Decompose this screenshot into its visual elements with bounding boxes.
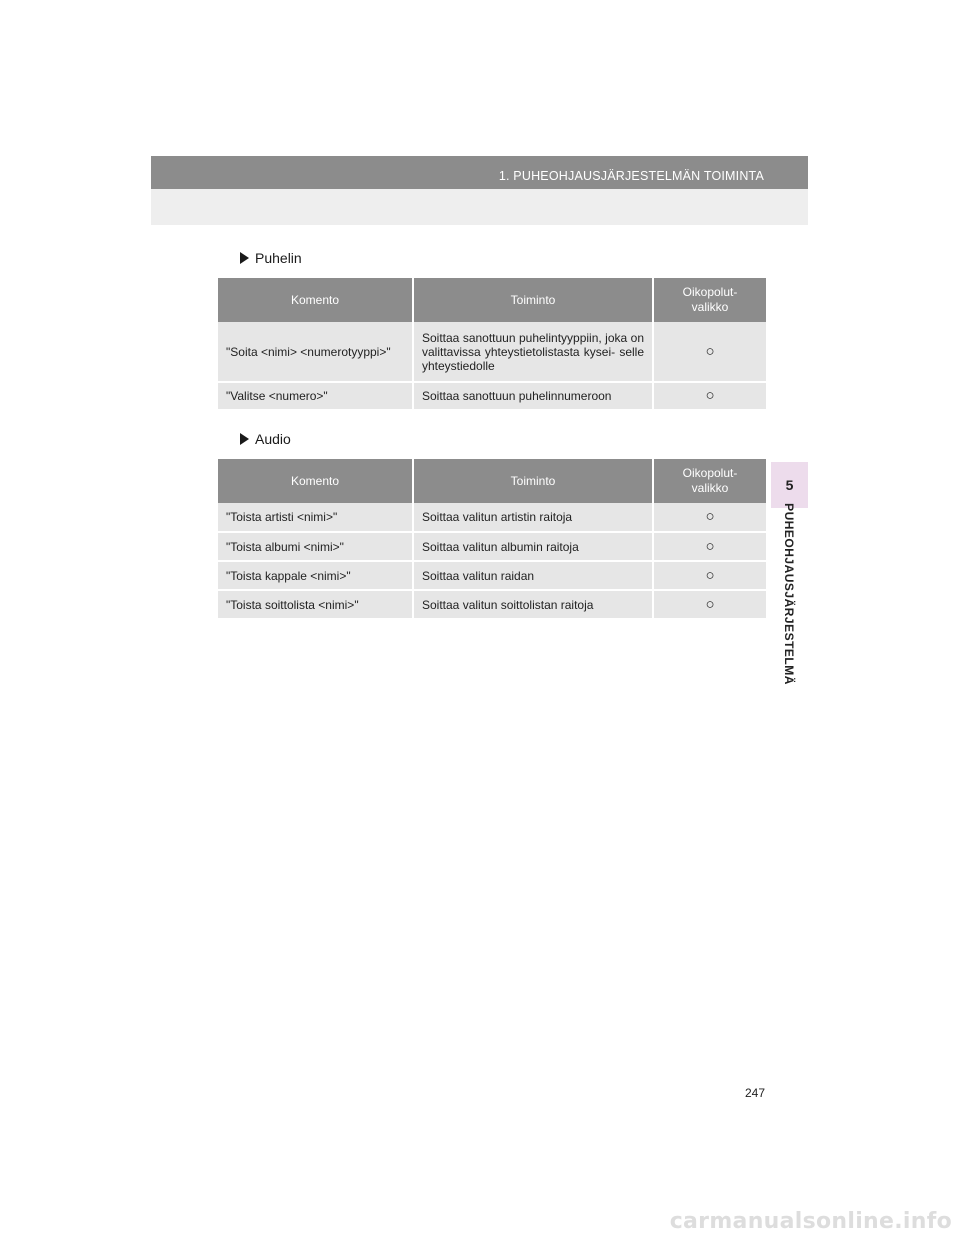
table-puhelin <box>218 278 766 411</box>
table-audio <box>218 459 766 620</box>
column-header-komento: Komento <box>218 278 413 322</box>
watermark: carmanualsonline.info <box>669 1209 952 1234</box>
command-cell: "Toista albumi <nimi>" <box>218 532 413 561</box>
action-cell: Soittaa valitun raidan <box>413 561 653 590</box>
shortcut-cell: ○ <box>653 532 766 561</box>
action-cell: Soittaa valitun artistin raitoja <box>413 503 653 532</box>
chapter-side-label: PUHEOHJAUSJÄRJESTELMÄ <box>782 503 796 685</box>
table-row <box>218 382 766 410</box>
header-band <box>151 156 808 189</box>
shortcut-cell: ○ <box>653 561 766 590</box>
chapter-tab: 5 <box>771 462 808 508</box>
section-heading-label: Puhelin <box>255 250 302 266</box>
column-header-oikopolut: Oikopolut- valikko <box>653 459 766 503</box>
triangle-bullet-icon <box>240 433 249 445</box>
table-row <box>218 322 766 382</box>
table-row <box>218 561 766 590</box>
column-header-oikopolut: Oikopolut- valikko <box>653 278 766 322</box>
action-cell: Soittaa sanottuun puhelintyyppiin, joka on valittavissa yhteystietolistasta kysei- selle yhteystiedolle <box>413 322 653 382</box>
table-row <box>218 590 766 619</box>
action-cell: Soittaa sanottuun puhelinnumeroon <box>413 382 653 410</box>
section-heading-audio <box>240 431 291 447</box>
page-number: 247 <box>745 1086 766 1100</box>
column-header-toiminto: Toiminto <box>413 459 653 503</box>
column-header-toiminto: Toiminto <box>413 278 653 322</box>
command-cell: "Soita <nimi> <numerotyyppi>" <box>218 322 413 382</box>
section-heading-label: Audio <box>255 431 291 447</box>
command-cell: "Toista soittolista <nimi>" <box>218 590 413 619</box>
action-cell: Soittaa valitun albumin raitoja <box>413 532 653 561</box>
command-cell: "Toista artisti <nimi>" <box>218 503 413 532</box>
column-header-komento: Komento <box>218 459 413 503</box>
shortcut-cell: ○ <box>653 382 766 410</box>
action-cell: Soittaa valitun soittolistan raitoja <box>413 590 653 619</box>
shortcut-cell: ○ <box>653 590 766 619</box>
shortcut-cell: ○ <box>653 322 766 382</box>
table-row <box>218 503 766 532</box>
table-row <box>218 532 766 561</box>
chapter-title: 1. PUHEOHJAUSJÄRJESTELMÄN TOIMINTA <box>498 169 764 183</box>
command-cell: "Valitse <numero>" <box>218 382 413 410</box>
triangle-bullet-icon <box>240 252 249 264</box>
header-sub-band <box>151 189 808 225</box>
command-cell: "Toista kappale <nimi>" <box>218 561 413 590</box>
section-heading-puhelin <box>240 250 302 266</box>
shortcut-cell: ○ <box>653 503 766 532</box>
